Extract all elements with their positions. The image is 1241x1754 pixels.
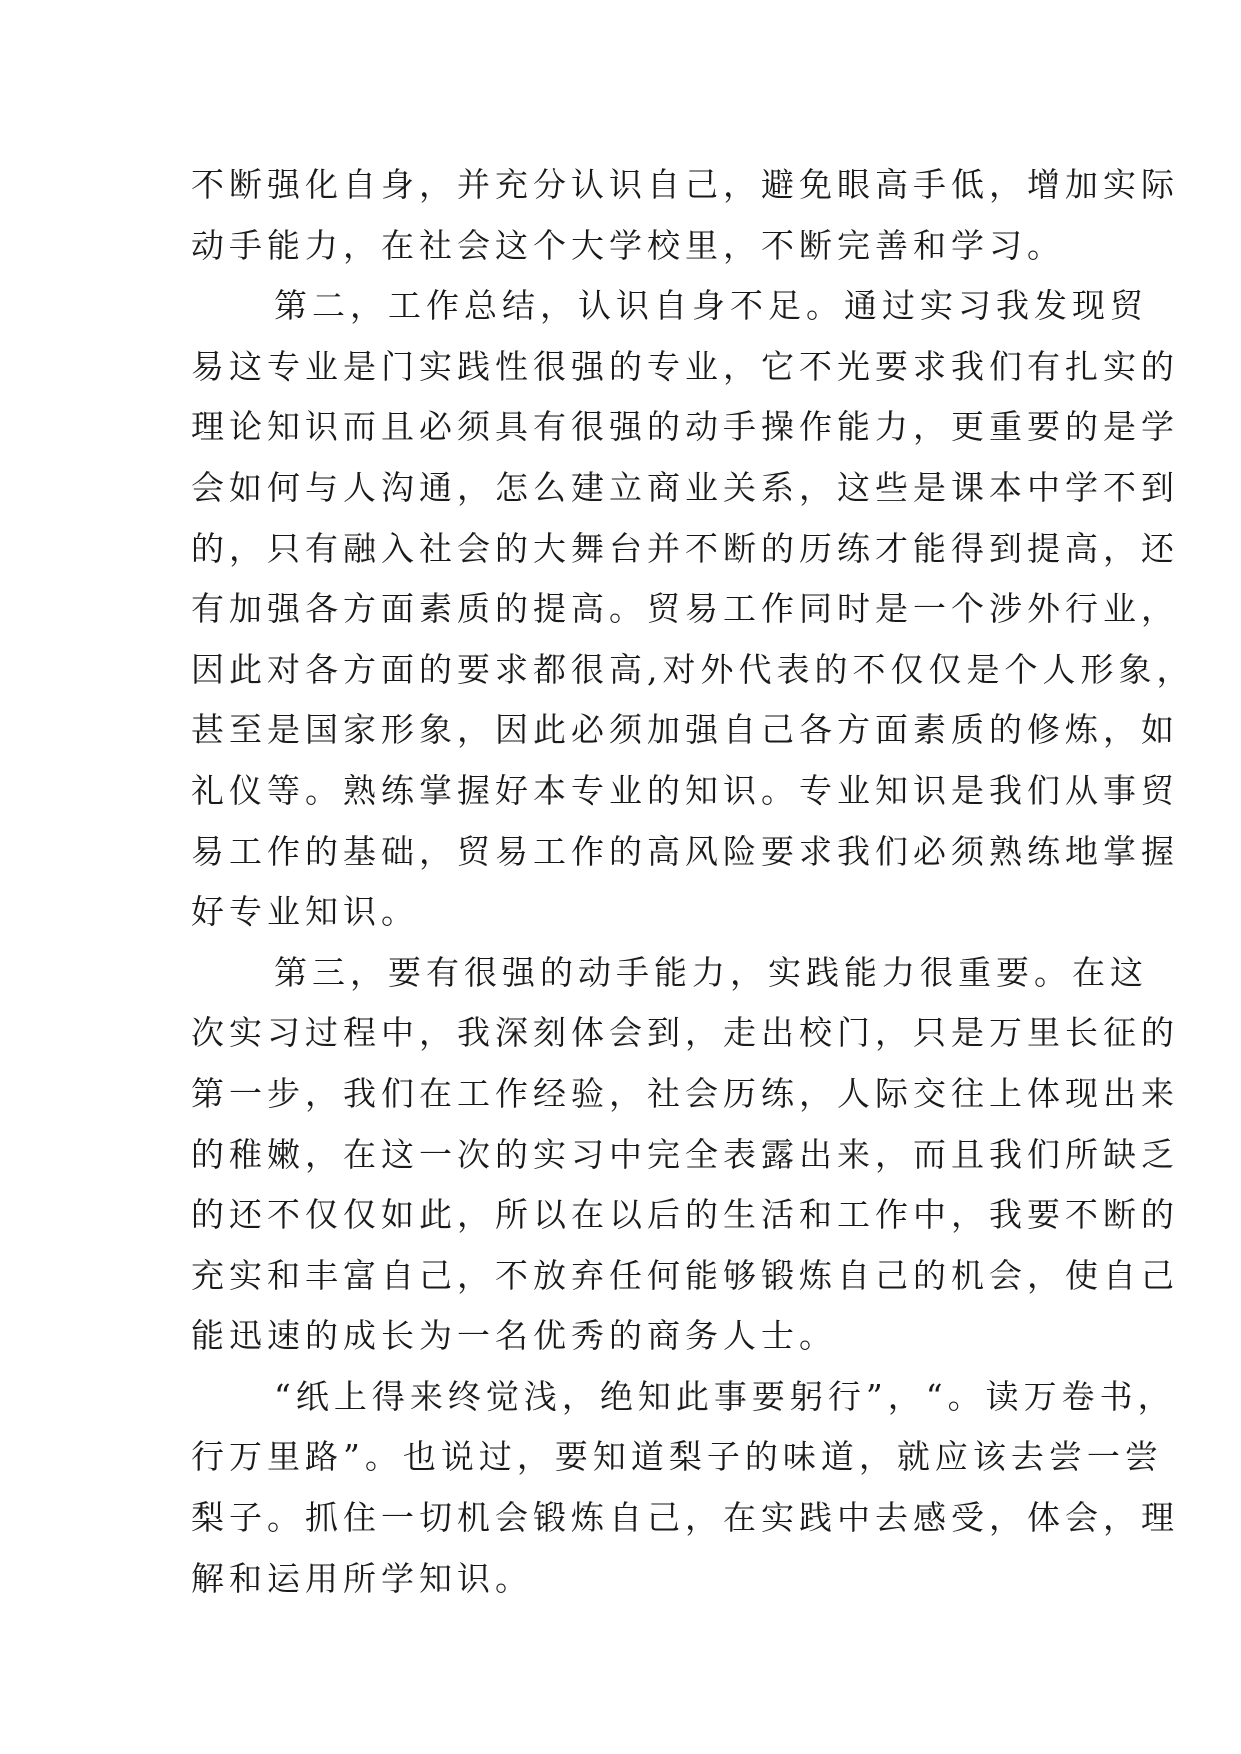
text-line: 好专业知识。 [191, 892, 419, 932]
text-line: 易工作的基础，贸易工作的高风险要求我们必须熟练地掌握 [191, 831, 1179, 871]
text-line: 易这专业是门实践性很强的专业，它不光要求我们有扎实的 [191, 346, 1179, 386]
paragraph-start-line: 第二，工作总结，认识自身不足。通过实习我发现贸 [274, 286, 1148, 326]
paragraph-start-line: 第三，要有很强的动手能力，实践能力很重要。在这 [274, 952, 1148, 992]
text-line: 解和运用所学知识。 [191, 1558, 533, 1598]
text-line: 因此对各方面的要求都很高,对外代表的不仅仅是个人形象， [191, 649, 1195, 689]
text-line: 的，只有融入社会的大舞台并不断的历练才能得到提高，还 [191, 528, 1179, 568]
text-line: 次实习过程中，我深刻体会到，走出校门，只是万里长征的 [191, 1013, 1179, 1053]
text-line: 梨子。抓住一切机会锻炼自己，在实践中去感受，体会，理 [191, 1498, 1179, 1538]
text-line: 能迅速的成长为一名优秀的商务人士。 [191, 1316, 837, 1356]
text-line: 动手能力，在社会这个大学校里，不断完善和学习。 [191, 225, 1065, 265]
text-line: 不断强化自身，并充分认识自己，避免眼高手低，增加实际 [191, 165, 1179, 204]
text-line: 充实和丰富自己，不放弃任何能够锻炼自己的机会，使自己 [191, 1255, 1179, 1295]
paragraph-start-line: “纸上得来终觉浅，绝知此事要躬行”，“。读万卷书， [274, 1376, 1176, 1416]
text-line: 第一步，我们在工作经验，社会历练，人际交往上体现出来 [191, 1073, 1179, 1113]
text-line: 的还不仅仅如此，所以在以后的生活和工作中，我要不断的 [191, 1195, 1179, 1235]
text-line: 礼仪等。熟练掌握好本专业的知识。专业知识是我们从事贸 [191, 770, 1179, 810]
body-text [191, 155, 1195, 1609]
text-line: 行万里路”。也说过，要知道梨子的味道，就应该去尝一尝 [191, 1437, 1163, 1477]
text-line: 会如何与人沟通，怎么建立商业关系，这些是课本中学不到 [191, 467, 1179, 507]
text-line: 有加强各方面素质的提高。贸易工作同时是一个涉外行业， [191, 589, 1179, 629]
text-line: 甚至是国家形象，因此必须加强自己各方面素质的修炼，如 [191, 710, 1179, 750]
text-line: 的稚嫩，在这一次的实习中完全表露出来，而且我们所缺乏 [191, 1134, 1179, 1174]
text-line: 理论知识而且必须具有很强的动手操作能力，更重要的是学 [191, 407, 1179, 447]
